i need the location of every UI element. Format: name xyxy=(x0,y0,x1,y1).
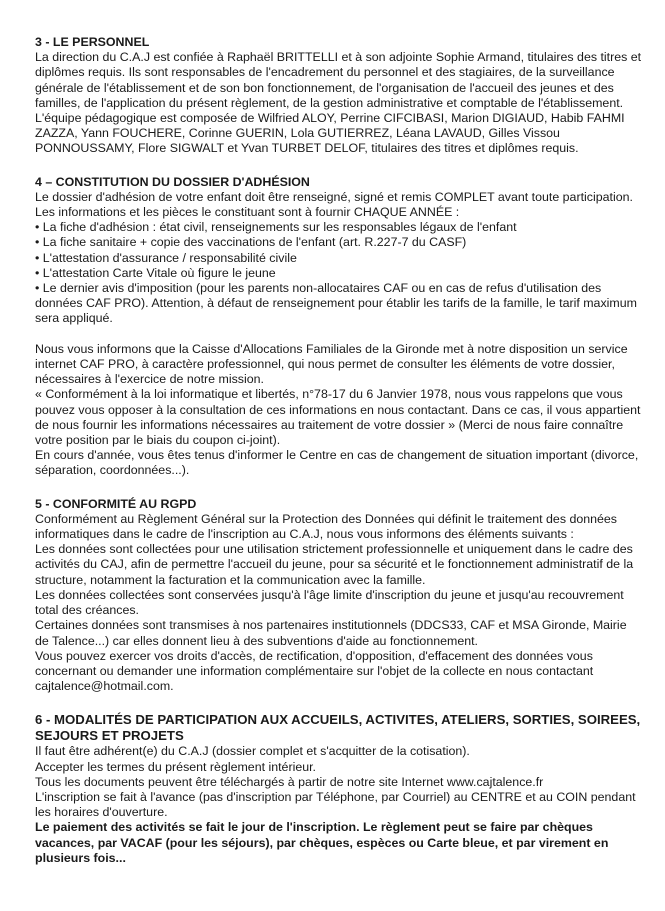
paragraph: L'inscription se fait à l'avance (pas d'inscription par Téléphone, par Courriel) au CENTRE et au COIN pendant les horaires d'ouverture. xyxy=(35,789,636,820)
paragraph: Les données sont collectées pour une utilisation strictement professionnelle et uniquement dans le cadre des activités du CAJ, afin de permettre l'accueil du jeune, pour sa sécurité et le fonctionnement administratif de la structure, notamment la facturation et la communication avec la famille. xyxy=(35,542,634,587)
paragraph: Accepter les termes du présent règlement intérieur. xyxy=(35,759,316,774)
list-item: • L'attestation Carte Vitale où figure le jeune xyxy=(35,265,276,280)
paragraph: Les données collectées sont conservées jusqu'à l'âge limite d'inscription du jeune et jusqu'au recouvrement total des créances. xyxy=(35,587,624,618)
paragraph: Il faut être adhérent(e) du C.A.J (dossier complet et s'acquitter de la cotisation). xyxy=(35,744,470,759)
section-personnel xyxy=(35,35,643,157)
paragraph: Nous vous informons que la Caisse d'Allocations Familiales de la Gironde met à notre disposition un service internet CAF PRO, à caractère professionnel, qui nous permet de consulter les éléments de votre dossier, nécessaires à l'exercice de notre mission. xyxy=(35,341,628,387)
section-title: 5 - CONFORMITÉ AU RGPD xyxy=(35,496,197,511)
paragraph: En cours d'année, vous êtes tenus d'informer le Centre en cas de changement de situation important (divorce, séparation, coordonnées...). xyxy=(35,448,639,478)
paragraph: Vous pouvez exercer vos droits d'accès, de rectification, d'opposition, d'effacement des données vous concernant ou demander une information complémentaire sur l'objet de la collecte en nous contactant cajtalence@hotmail.com. xyxy=(35,648,594,694)
paragraph: Conformément au Règlement Général sur la Protection des Données qui définit le traitement des données informatiques dans le cadre de l'inscription au C.A.J, nous vous informons des éléments suivants : xyxy=(35,511,618,542)
section-title: 4 – CONSTITUTION DU DOSSIER D'ADHÉSION xyxy=(35,174,310,189)
blank-line xyxy=(35,327,643,342)
payment-notice: Le paiement des activités se fait le jour de l'inscription. Le règlement peut se faire par chèques vacances, par VACAF (pour les séjours), par chèques, espèces ou Carte bleue, et par virement en plusieurs fois... xyxy=(35,820,609,865)
section-rgpd xyxy=(35,497,643,695)
list-item: • La fiche d'adhésion : état civil, renseignements sur les responsables légaux de l'enfant xyxy=(35,220,517,235)
section-dossier-adhesion xyxy=(35,175,643,479)
section-title: 6 - MODALITÉS DE PARTICIPATION AUX ACCUEILS, ACTIVITES, ATELIERS, SORTIES, SOIREES, SEJOURS ET PROJETS xyxy=(35,712,641,744)
paragraph: Certaines données sont transmises à nos partenaires institutionnels (DDCS33, CAF et MSA Gironde, Mairie de Talence...) car elles donnent lieu à des subventions d'aide au fonctionnement. xyxy=(35,618,627,648)
document-page xyxy=(35,35,643,884)
list-item: • L'attestation d'assurance / responsabilité civile xyxy=(35,250,297,265)
paragraph: La direction du C.A.J est confiée à Raphaël BRITTELLI et à son adjointe Sophie Armand, titulaires des titres et diplômes requis. Ils sont responsables de l'encadrement du personnel et des stagiaires, de la surveillance générale de l'établissement et de son bon fonctionnement, de l'organisation de l'accueil des jeunes et des familles, de l'application du présent règlement, de la gestion administrative et comptable de l'établissement. xyxy=(35,50,642,110)
section-title: 3 - LE PERSONNEL xyxy=(35,35,150,49)
section-modalites xyxy=(35,712,643,866)
paragraph: Le dossier d'adhésion de votre enfant doit être renseigné, signé et remis COMPLET avant toute participation. Les informations et les pièces le constituant sont à fournir CHAQUE ANNÉE : xyxy=(35,189,633,220)
paragraph: « Conformément à la loi informatique et libertés, n°78-17 du 6 Janvier 1978, nous vous rappelons que vous pouvez vous opposer à la consultation de ces informations en nous contactant. Dans ce cas, il vous appartient de nous fournir les informations nécessaires au traitement de votre dossier » (Merci de nous faire connaître votre position par le biais du coupon ci-joint). xyxy=(35,387,641,448)
list-item: • La fiche sanitaire + copie des vaccinations de l'enfant (art. R.227-7 du CASF) xyxy=(35,235,467,250)
paragraph: L'équipe pédagogique est composée de Wilfried ALOY, Perrine CIFCIBASI, Marion DIGIAUD, Habib FAHMI ZAZZA, Yann FOUCHERE, Corinne GUERIN, Lola GUTIERREZ, Léana LAVAUD, Gilles Vissou PONNOUSSAMY, Flore SIGWALT et Yvan TURBET DELOF, titulaires des titres et diplômes requis. xyxy=(35,111,625,156)
list-item: • Le dernier avis d'imposition (pour les parents non-allocataires CAF ou en cas de refus d'utilisation des données CAF PRO). Attention, à défaut de renseignement pour établir les tarifs de la famille, le tarif maximum sera appliqué. xyxy=(35,281,637,326)
paragraph: Tous les documents peuvent être téléchargés à partir de notre site Internet www.cajtalence.fr xyxy=(35,774,544,789)
